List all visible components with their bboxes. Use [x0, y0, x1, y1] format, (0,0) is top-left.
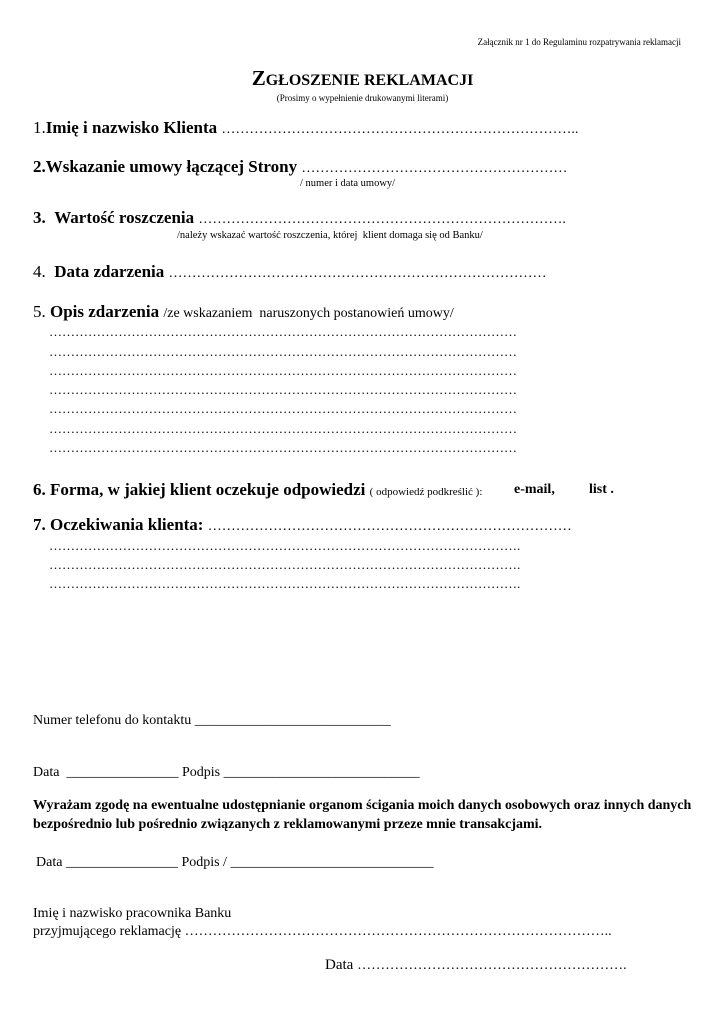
signature-label: Podpis — [181, 765, 221, 780]
fill-line[interactable]: ……………………………………………………………………………………………… — [49, 363, 517, 378]
employee-label-cont: przyjmującego reklamację — [33, 924, 182, 939]
field-number: 4. — [33, 262, 46, 281]
field-response-form — [33, 480, 482, 500]
field-contract — [33, 157, 567, 177]
fill-line[interactable]: ……………………………………………………………………………………………… — [49, 382, 517, 397]
field-hint: /ze wskazaniem naruszonych postanowień umowy/ — [163, 306, 454, 321]
phone-input-line[interactable]: ____________________________ — [194, 713, 391, 728]
field-number: 3. — [33, 208, 46, 227]
field-event-date — [33, 262, 547, 282]
field-event-description — [33, 302, 454, 322]
page-subtitle: (Prosimy o wypełnienie drukowanymi literami) — [276, 93, 449, 103]
field-number: 2 — [33, 157, 42, 176]
fill-line[interactable]: ………………………………………………………………….. — [221, 122, 579, 137]
title-rest: GŁOSZENIE REKLAMACJI — [265, 72, 474, 89]
fill-line[interactable]: ………………………………………………………………………………………………. — [49, 557, 521, 572]
phone-row — [33, 713, 391, 729]
title-first-letter: Z — [251, 66, 266, 90]
field-number: 5. — [33, 302, 46, 321]
employee-label: Imię i nazwisko pracownika Banku — [33, 906, 232, 921]
field-label: Imię i nazwisko Klienta — [45, 118, 218, 137]
option-letter[interactable]: list . — [589, 482, 614, 497]
page-title — [0, 66, 725, 91]
signature-input-line[interactable]: ____________________________ — [223, 765, 420, 780]
fill-line[interactable]: ……………………………………………………………………………………………… — [49, 401, 517, 416]
signature-label: Podpis / — [181, 855, 227, 870]
date-label: Data — [325, 957, 354, 973]
field-label: 6. Forma, w jakiej klient oczekuje odpowiedzi — [33, 480, 366, 499]
bank-date-row — [325, 957, 627, 974]
field-claim-value — [33, 208, 566, 228]
date-label: Data — [33, 765, 60, 780]
employee-row — [33, 924, 612, 940]
date-signature-row — [33, 765, 420, 781]
field-client-name — [33, 118, 578, 138]
fill-line[interactable]: ……………………………………………………………………………………………… — [49, 440, 517, 455]
phone-label: Numer telefonu do kontaktu — [33, 713, 192, 728]
fill-line[interactable]: ………………………………………………… — [301, 161, 568, 176]
field-client-expectations — [33, 515, 572, 535]
option-email[interactable]: e-mail, — [514, 482, 555, 497]
fill-line[interactable]: ……………………………………………………………………… — [168, 266, 547, 281]
date-input-line[interactable]: ________________ — [66, 765, 179, 780]
employee-input-line[interactable]: ……………………………………………………………………………….. — [184, 924, 612, 939]
fill-line[interactable]: ……………………………………………………………………………………………… — [49, 421, 517, 436]
field-hint: / numer i data umowy/ — [300, 178, 396, 189]
fill-line[interactable]: ………………………………………………………………………………………………. — [49, 576, 521, 591]
date-input-line[interactable]: ________________ — [65, 855, 178, 870]
field-label: Opis zdarzenia — [50, 302, 160, 321]
fill-line[interactable]: ……………………………………………………………………. — [198, 212, 566, 227]
fill-line[interactable]: …………………………………………………………………… — [207, 519, 572, 534]
field-label: Wartość roszczenia — [54, 208, 195, 227]
field-hint: ( odpowiedź podkreślić ): — [369, 486, 483, 498]
field-number: 1. — [33, 118, 46, 137]
date-input-line[interactable]: …………………………………………………. — [357, 958, 627, 973]
fill-line[interactable]: ……………………………………………………………………………………………… — [49, 344, 517, 359]
attachment-note: Załącznik nr 1 do Regulaminu rozpatrywania reklamacji — [477, 37, 681, 47]
field-label: 7. Oczekiwania klienta: — [33, 515, 204, 534]
field-hint: /należy wskazać wartość roszczenia, której klient domaga się od Banku/ — [177, 230, 483, 241]
signature-input-line[interactable]: _____________________________ — [230, 855, 434, 870]
consent-statement: Wyrażam zgodę na ewentualne udostępnianie organom ścigania moich danych osobowych oraz innych danych bezpośrednio lub pośrednio związanych z reklamowanymi przeze mnie transakcjami. — [33, 798, 692, 832]
fill-line[interactable]: ………………………………………………………………………………………………. — [49, 538, 521, 553]
consent-date-signature-row — [36, 855, 433, 871]
field-label: Data zdarzenia — [54, 262, 165, 281]
field-label: .Wskazanie umowy łączącej Strony — [41, 157, 298, 176]
fill-line[interactable]: ……………………………………………………………………………………………… — [49, 324, 517, 339]
date-label: Data — [36, 855, 63, 870]
